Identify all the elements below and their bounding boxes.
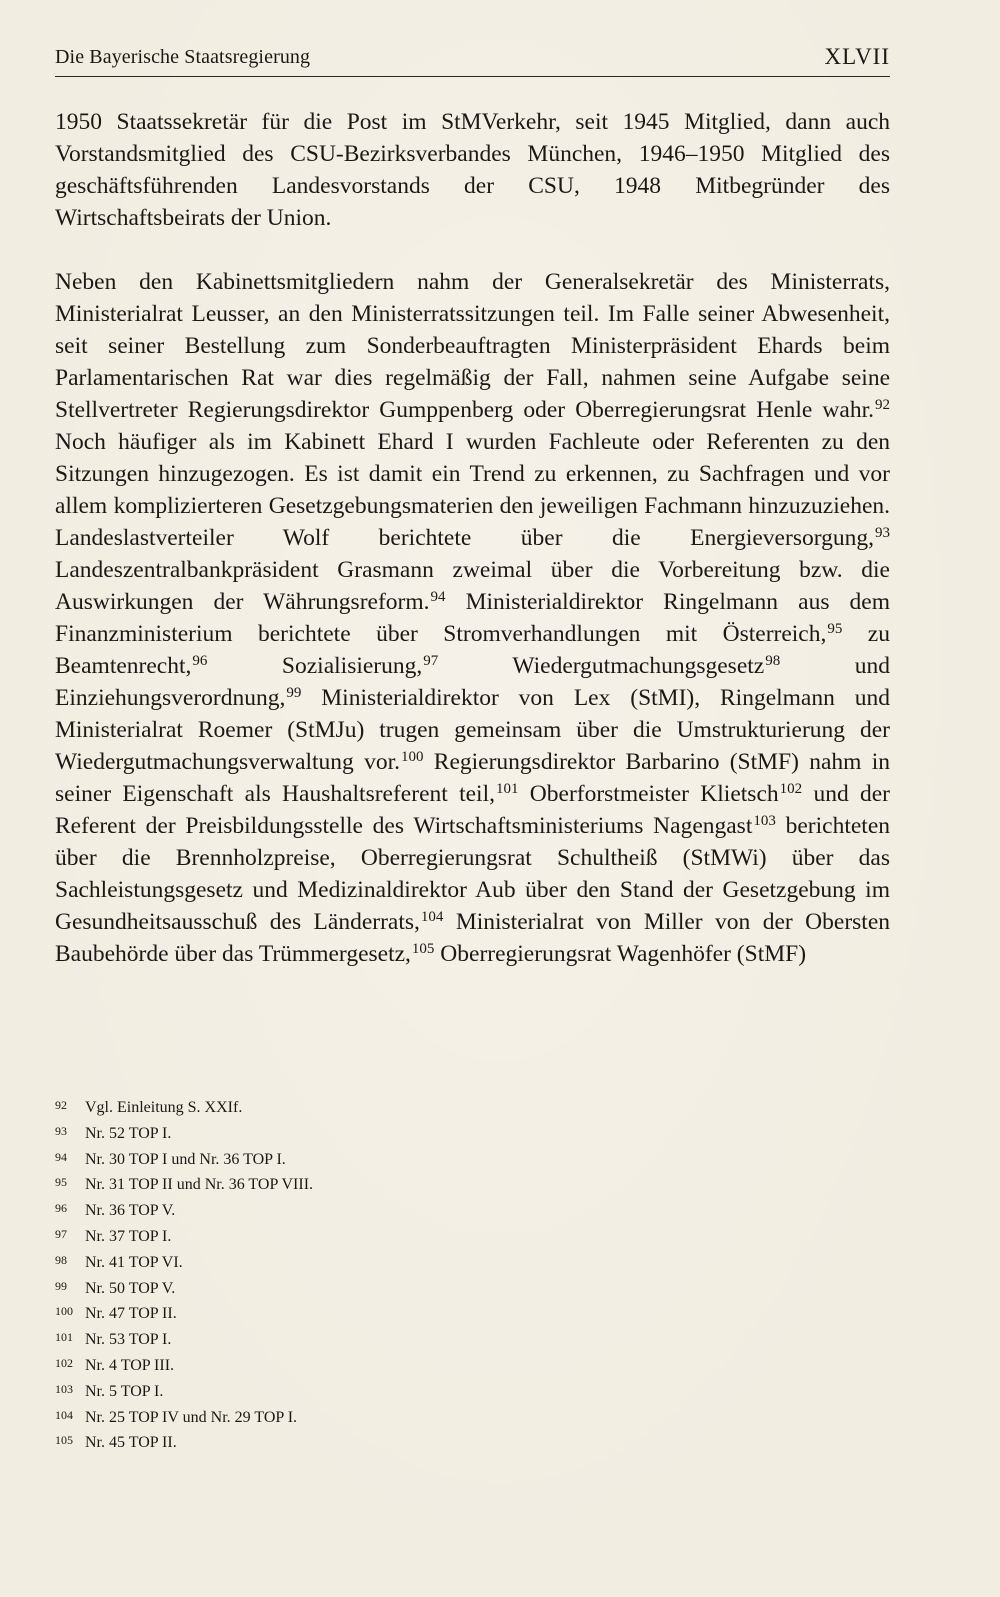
- text-run: zu Beamtenrecht,: [55, 621, 890, 679]
- footnote-item: [55, 1094, 655, 1120]
- footnote-item: [55, 1275, 655, 1301]
- footnote-text: Nr. 30 TOP I und Nr. 36 TOP I.: [85, 1150, 286, 1168]
- footnote-text: Nr. 36 TOP V.: [85, 1202, 176, 1220]
- footnote-number: 102: [55, 1355, 73, 1370]
- footnote-item: [55, 1249, 655, 1275]
- footnote-reference[interactable]: 101: [495, 781, 519, 797]
- footnote-text: Vgl. Einleitung S. XXIf.: [85, 1099, 243, 1116]
- footnote-reference[interactable]: 93: [875, 525, 890, 541]
- text-run: Ministerialdirektor von Lex (StMI), Ringelmann und Ministerialrat Roemer (StMJu) trugen gemeinsam über die Umstrukturierung der Wiedergutmachungsverwaltung vor.: [55, 685, 890, 775]
- footnote-number: 104: [55, 1407, 73, 1422]
- footnote-text: Nr. 45 TOP II.: [85, 1434, 177, 1452]
- footnote-reference[interactable]: 98: [765, 653, 781, 669]
- footnote-text: Nr. 47 TOP II.: [85, 1305, 177, 1323]
- footnote-item: [55, 1197, 655, 1223]
- footnote-number: 103: [55, 1381, 73, 1396]
- footnote-text: Nr. 31 TOP II und Nr. 36 TOP VIII.: [85, 1176, 314, 1194]
- footnote-reference[interactable]: 100: [401, 749, 424, 765]
- footnote-number: 98: [55, 1252, 67, 1267]
- text-run: Ministerialdirektor Ringelmann aus dem Finanzministerium berichtete über Stromverhandlungen mit Österreich,: [55, 589, 890, 647]
- footnote-number: 99: [55, 1278, 67, 1293]
- footnote-text: Nr. 4 TOP III.: [85, 1356, 175, 1374]
- footnote-number: 105: [55, 1433, 73, 1448]
- text-run: Landeszentralbankpräsident Grasmann zweimal über die Vorbereitung bzw. die Auswirkungen der Währungsreform.: [55, 557, 890, 615]
- text-run: Wiedergutmachungsgesetz: [438, 653, 765, 679]
- text-run: und der Referent der Preisbildungsstelle des Wirtschaftsministeriums Nagengast: [55, 781, 891, 839]
- footnote-reference[interactable]: 104: [420, 909, 444, 925]
- text-run: Regierungsdirektor Barbarino (StMF) nahm in seiner Eigenschaft als Haushaltsreferent teil,: [55, 749, 890, 807]
- footnote-reference[interactable]: 96: [192, 653, 208, 669]
- footnote-reference[interactable]: 99: [286, 685, 302, 701]
- footnote-item: [55, 1326, 655, 1352]
- main-text: [55, 106, 890, 970]
- footnote-item: [55, 1404, 655, 1430]
- text-run: Oberregierungsrat Wagenhöfer (StMF): [434, 941, 807, 967]
- footnote-reference[interactable]: 102: [779, 781, 803, 797]
- footnote-reference[interactable]: 103: [753, 813, 776, 829]
- footnote-number: 96: [55, 1201, 67, 1216]
- footnote-item: [55, 1352, 655, 1378]
- text-run: Noch häufiger als im Kabinett Ehard I wurden Fachleute oder Referenten zu den Sitzungen hinzugezogen. Es ist damit ein Trend zu erkennen, zu Sachfragen und vor allem komplizierteren Gesetzgebungsmaterien den jeweiligen Fachmann hinzuzuziehen. Landeslastverteiler Wolf berichtete über die Energieversorgung,: [55, 429, 890, 551]
- footnote-text: Nr. 52 TOP I.: [85, 1124, 172, 1142]
- body-paragraph: [55, 106, 890, 234]
- footnote-item: [55, 1120, 655, 1146]
- text-run: Ministerialrat von Miller von der Obersten Baubehörde über das Trümmergesetz,: [55, 909, 890, 967]
- footnote-number: 93: [55, 1123, 67, 1138]
- footnote-text: Nr. 5 TOP I.: [85, 1382, 164, 1400]
- footnote-number: 92: [55, 1098, 67, 1112]
- footnote-text: Nr. 50 TOP V.: [85, 1279, 176, 1297]
- footnote-reference[interactable]: 94: [430, 589, 446, 605]
- body-paragraph: [55, 266, 890, 970]
- footnote-item: [55, 1171, 655, 1197]
- footnote-text: Nr. 25 TOP IV und Nr. 29 TOP I.: [85, 1408, 298, 1426]
- footnotes: [55, 1094, 655, 1455]
- footnote-number: 97: [55, 1226, 67, 1241]
- text-run: berichteten über die Brennholzpreise, Oberregierungsrat Schultheiß (StMWi) über das Sachleistungsgesetz und Medizinaldirektor Aub über den Stand der Gesetzgebung im Gesundheitsausschuß des Länderrats,: [55, 813, 891, 935]
- footnote-item: [55, 1146, 655, 1172]
- footnote-reference[interactable]: 105: [411, 941, 435, 957]
- footnote-reference[interactable]: 92: [875, 397, 890, 413]
- footnote-number: 95: [55, 1175, 67, 1190]
- footnote-text: Nr. 37 TOP I.: [85, 1227, 172, 1245]
- footnote-item: [55, 1223, 655, 1249]
- footnote-text: Nr. 53 TOP I.: [85, 1331, 172, 1349]
- text-run: Oberforstmeister Klietsch: [518, 781, 779, 807]
- footnote-item: [55, 1429, 655, 1455]
- footnote-item: [55, 1300, 655, 1326]
- footnote-text: Nr. 41 TOP VI.: [85, 1253, 183, 1271]
- footnote-reference[interactable]: 97: [423, 653, 439, 669]
- running-head: [55, 40, 890, 77]
- footnote-item: [55, 1378, 655, 1404]
- text-run: Neben den Kabinettsmitgliedern nahm der Generalsekretär des Ministerrats, Ministerialrat Leusser, an den Ministerratssitzungen teil. Im Falle seiner Abwesenheit, seit seiner Bestellung zum Sonderbeauftragten Ministerpräsident Ehards beim Parlamentarischen Rat war dies regelmäßig der Fall, nahmen seine Aufgabe seine Stellvertreter Regierungsdirektor Gumppenberg oder Oberregierungsrat Henle wahr.: [55, 269, 890, 423]
- text-run: 1950 Staatssekretär für die Post im StMVerkehr, seit 1945 Mitglied, dann auch Vorstandsmitglied des CSU-Bezirksverbandes München, 1946–1950 Mitglied des geschäftsführenden Landesvorstands der CSU, 1948 Mitbegründer des Wirtschaftsbeirats der Union.: [55, 109, 890, 231]
- footnote-reference[interactable]: 95: [827, 621, 843, 637]
- footnote-number: 100: [55, 1304, 73, 1319]
- text-run: und Einziehungsverordnung,: [55, 653, 891, 711]
- running-title: Die Bayerische Staatsregierung: [55, 46, 311, 68]
- page-number: XLVII: [824, 44, 890, 69]
- text-run: Sozialisierung,: [207, 653, 423, 679]
- footnote-number: 94: [55, 1149, 67, 1164]
- footnote-number: 101: [55, 1330, 73, 1345]
